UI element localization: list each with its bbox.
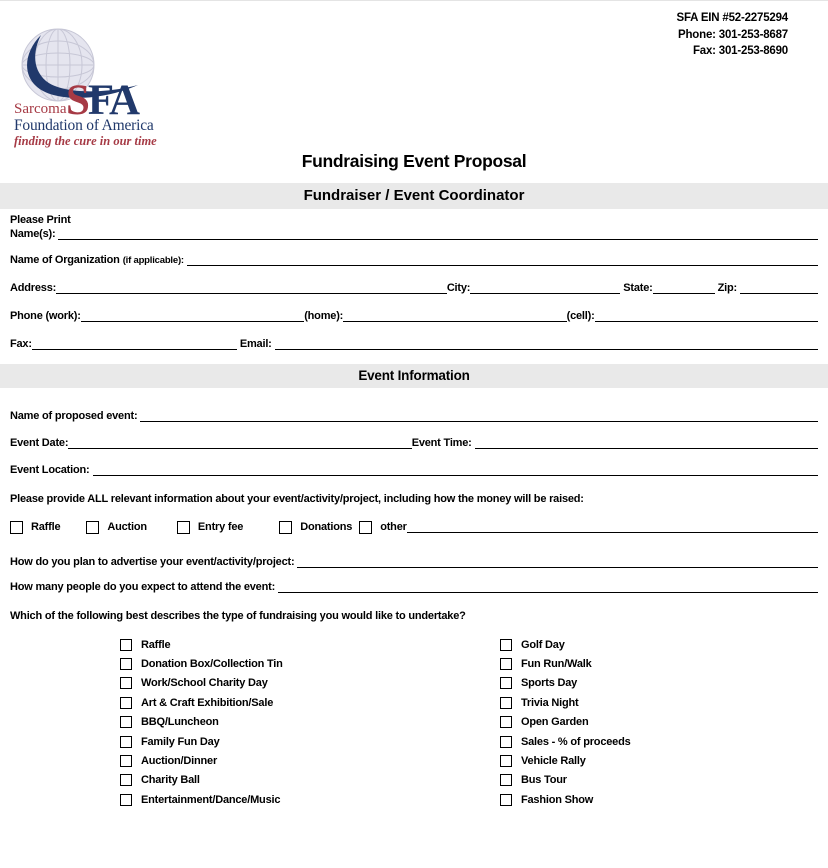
checkbox-icon[interactable] [177, 521, 190, 534]
fax-field[interactable] [32, 338, 237, 350]
phone-cell-label: (cell): [566, 310, 595, 322]
other-field[interactable] [407, 521, 818, 533]
type-option[interactable]: Work/School Charity Day [120, 674, 500, 693]
address-field[interactable] [56, 282, 447, 294]
phone-home-label: (home): [304, 310, 344, 322]
organization-row [10, 254, 818, 266]
checkbox-icon[interactable] [120, 716, 132, 728]
proposed-event-field[interactable] [140, 410, 818, 422]
type-option[interactable]: Fun Run/Walk [500, 654, 631, 673]
checkbox-icon[interactable] [120, 697, 132, 709]
city-field[interactable] [470, 282, 620, 294]
checkbox-icon[interactable] [279, 521, 292, 534]
event-time-field[interactable] [475, 437, 818, 449]
type-option[interactable]: Fashion Show [500, 790, 631, 809]
address-label: Address: [10, 282, 57, 294]
logo-org-name: Foundation of America [14, 117, 154, 134]
phone-work-field[interactable] [81, 310, 304, 322]
sfa-monogram: SFA [66, 77, 139, 124]
checkbox-icon[interactable] [500, 716, 512, 728]
please-print-note: Please Print [10, 214, 71, 226]
type-prompt: Which of the following best describes the type of fundraising you would like to undertake? [10, 610, 466, 622]
checkbox-icon[interactable] [86, 521, 99, 534]
type-option[interactable]: Auction/Dinner [120, 751, 500, 770]
money-option-other[interactable]: other [359, 520, 407, 533]
fundraising-type-checklist [120, 635, 828, 810]
checkbox-icon[interactable] [500, 658, 512, 670]
proposed-event-label: Name of proposed event: [10, 410, 138, 422]
phone-cell-field[interactable] [595, 310, 818, 322]
type-option[interactable]: BBQ/Luncheon [120, 713, 500, 732]
type-option[interactable]: Family Fun Day [120, 732, 500, 751]
location-row [10, 464, 818, 476]
checkbox-icon[interactable] [500, 639, 512, 651]
checkbox-icon[interactable] [120, 639, 132, 651]
address-row [10, 282, 818, 294]
organization-label: Name of Organization [10, 254, 120, 266]
sfa-logo [8, 21, 178, 148]
phone-number: Phone: 301-253-8687 [678, 28, 788, 41]
checkbox-icon[interactable] [500, 774, 512, 786]
checkbox-icon[interactable] [120, 755, 132, 767]
type-options-left-column [120, 635, 500, 810]
event-location-label: Event Location: [10, 464, 90, 476]
checkbox-icon[interactable] [500, 794, 512, 806]
checkbox-icon[interactable] [500, 697, 512, 709]
money-option-donations[interactable]: Donations [279, 520, 352, 533]
organization-note: (if applicable): [122, 255, 184, 266]
page-header [0, 1, 828, 148]
city-label: City: [446, 282, 471, 294]
type-option[interactable]: Golf Day [500, 635, 631, 654]
money-option-entry-fee[interactable]: Entry fee [177, 520, 243, 533]
fax-email-row [10, 338, 818, 350]
section-heading-coordinator: Fundraiser / Event Coordinator [0, 183, 828, 209]
logo-tagline: finding the cure in our time [14, 134, 157, 148]
type-option[interactable]: Bus Tour [500, 771, 631, 790]
type-option[interactable]: Open Garden [500, 713, 631, 732]
checkbox-icon[interactable] [500, 736, 512, 748]
type-option[interactable]: Raffle [120, 635, 500, 654]
type-option[interactable]: Sales - % of proceeds [500, 732, 631, 751]
checkbox-icon[interactable] [120, 794, 132, 806]
fax-label: Fax: [10, 338, 32, 350]
event-date-field[interactable] [68, 437, 411, 449]
type-option[interactable]: Entertainment/Dance/Music [120, 790, 500, 809]
state-label: State: [623, 282, 653, 294]
checkbox-icon[interactable] [120, 736, 132, 748]
logo-word-sarcoma: Sarcoma [14, 101, 67, 117]
organization-field[interactable] [187, 254, 818, 266]
email-label: Email: [239, 338, 272, 350]
email-field[interactable] [275, 338, 818, 350]
type-option[interactable]: Charity Ball [120, 771, 500, 790]
names-label: Name(s): [10, 228, 56, 240]
type-options-right-column [500, 635, 631, 810]
checkbox-icon[interactable] [359, 521, 372, 534]
type-option[interactable]: Donation Box/Collection Tin [120, 654, 500, 673]
event-date-label: Event Date: [10, 437, 69, 449]
phone-home-field[interactable] [343, 310, 566, 322]
checkbox-icon[interactable] [120, 677, 132, 689]
type-option[interactable]: Trivia Night [500, 693, 631, 712]
names-row [10, 228, 818, 240]
checkbox-icon[interactable] [120, 774, 132, 786]
contact-info-block [677, 10, 789, 60]
zip-field[interactable] [740, 282, 818, 294]
advertise-label: How do you plan to advertise your event/activity/project: [10, 556, 295, 568]
checkbox-icon[interactable] [500, 677, 512, 689]
event-location-field[interactable] [93, 464, 818, 476]
attendance-row [10, 581, 818, 593]
proposed-event-row [10, 410, 818, 422]
attendance-label: How many people do you expect to attend the event: [10, 581, 276, 593]
phone-row [10, 310, 818, 322]
checkbox-icon[interactable] [120, 658, 132, 670]
provide-info-prompt: Please provide ALL relevant information about your event/activity/project, including how the money will be raised: [10, 493, 584, 505]
advertise-row [10, 556, 818, 568]
type-option[interactable]: Sports Day [500, 674, 631, 693]
names-field[interactable] [58, 228, 818, 240]
type-option[interactable]: Vehicle Rally [500, 751, 631, 770]
fax-number: Fax: 301-253-8690 [692, 45, 788, 57]
section-heading-event: Event Information [0, 364, 828, 388]
checkbox-icon[interactable] [500, 755, 512, 767]
phone-work-label: Phone (work): [10, 310, 81, 322]
page-title: Fundraising Event Proposal [301, 151, 527, 171]
event-time-label: Event Time: [411, 437, 472, 449]
money-option-raffle[interactable]: Raffle [10, 520, 60, 533]
attendance-field[interactable] [278, 581, 818, 593]
money-options-row [10, 520, 818, 533]
type-option[interactable]: Art & Craft Exhibition/Sale [120, 693, 500, 712]
checkbox-icon[interactable] [10, 521, 23, 534]
ein-number: SFA EIN #52-2275294 [676, 12, 788, 24]
advertise-field[interactable] [297, 556, 818, 568]
state-field[interactable] [653, 282, 715, 294]
zip-label: Zip: [717, 282, 737, 294]
date-time-row [10, 437, 818, 449]
money-option-auction[interactable]: Auction [86, 520, 147, 533]
